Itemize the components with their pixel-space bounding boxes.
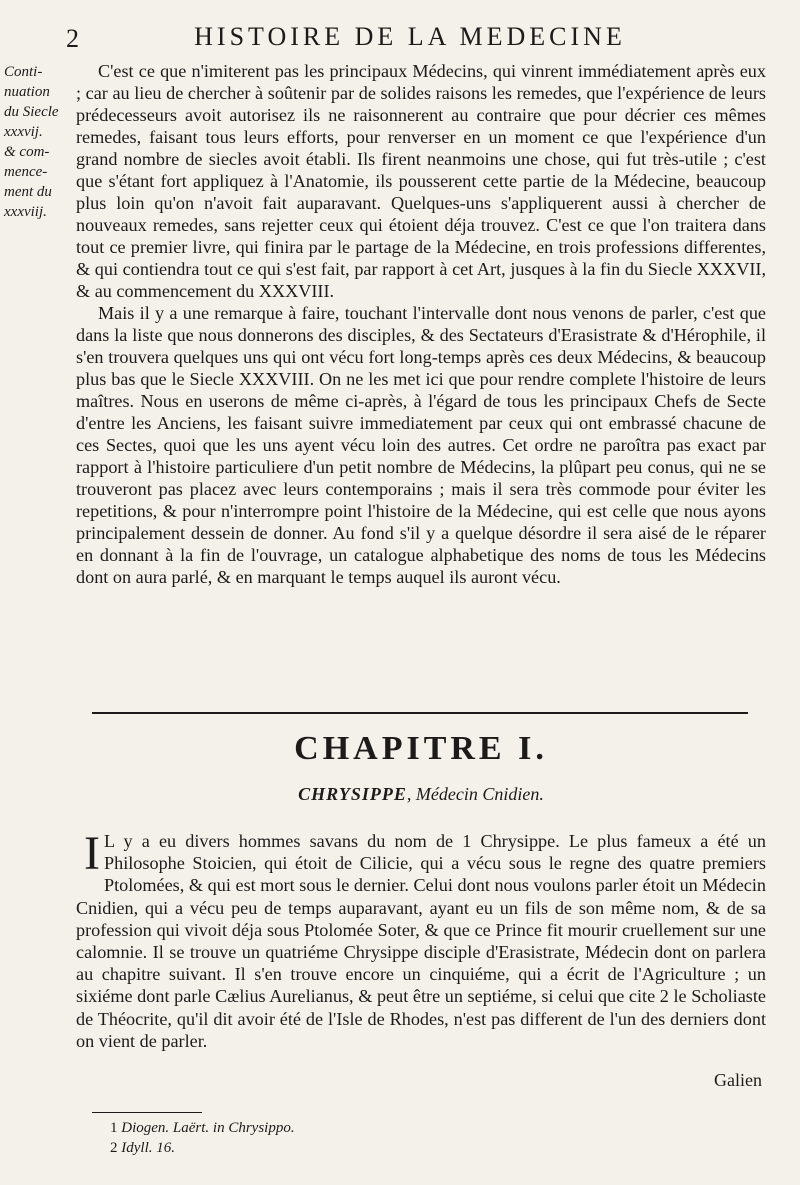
drop-cap: I xyxy=(84,827,100,880)
catchword: Galien xyxy=(714,1070,762,1090)
intro-paragraph: C'est ce que n'imiterent pas les principaux Médecins, qui vinrent immédiatement après eux ; car au lieu de chercher à soûtenir par de solides raisons les remedes, que l'expérience de leurs prédecesseurs avoit autorisez ils ne raisonnerent au contraire que pour décrier ces mêmes remedes, faisant tous leurs efforts, pour renverser en un moment ce que l'expérience d'un grand nombre de siecles avoit établi. Ils firent neanmoins une chose, qui fut très-utile ; c'est que s'étant fort appliquez à l'Anatomie, ils pousserent cette partie de la Médecine, beaucoup plus loin qu'on n'avoit fait auparavant. Quelques-uns s'appliquerent aussi à chercher de nouveaux remedes, sans rejetter ceux qui étoient déja trouvez. C'est ce que l'on traitera dans tout ce premier livre, qui finira par le partage de la Médecine, en trois professions differentes, & qui contiendra tout ce qui s'est fait, par rapport à cet Art, jusques à la fin du Siecle XXXVII, & au commencement du XXXVIII. xyxy=(76,61,766,301)
page-number: 2 xyxy=(66,24,79,53)
footnote-marker: 1 xyxy=(110,1120,118,1136)
intro-paragraph: Mais il y a une remarque à faire, touchant l'intervalle dont nous venons de parler, c'est que dans la liste que nous donnerons des disciples, & des Sectateurs d'Erasistrate & d'Hérophile, il s'en trouvera quelques uns qui ont vécu fort long-temps après ces deux Médecins, & beaucoup plus bas que le Siecle XXXVIII. On ne les met ici que pour rendre complete l'histoire de leurs maîtres. Nous en userons de même ci-après, à l'égard de tous les principaux Chefs de Secte d'entre les Anciens, les faisant suivre immediatement par ceux qui ont embrassé chacune de ces Sectes, quoi que les uns ayent vécu loin des autres. Cet ordre ne paroîtra pas exact par rapport à l'histoire particuliere d'un petit nombre de Médecins, la plûpart peu conus, qui ne se trouveront pas placez avec leurs contemporains ; mais il sera très commode pour éviter les repetitions, & pour n'interrompre point l'histoire de la Médecine, qui est celle que nous ayons principalement dessein de donner. Au fond s'il y a quelque désordre il sera aisé de le réparer en donnant à la fin de l'ouvrage, un catalogue alphabetique des noms de tous les Médecins dont on aura parlé, & en marquant le temps auquel ils auront vécu. xyxy=(76,303,766,587)
chapter-text xyxy=(76,827,766,1052)
footnote xyxy=(110,1118,295,1138)
margin-note-line: xxxviij. xyxy=(4,204,47,220)
chapter-paragraph: L y a eu divers hommes savans du nom de 1 Chrysippe. Le plus fameux a été un Philosophe Stoicien, qui étoit de Cilicie, qui a vécu sous le regne des quatre premiers Ptolomées, & qui est mort sous le dernier. Celui dont nous voulons parler étoit un Médecin Cnidien, qui a vécu peu de temps auparavant, ayant eu un fils de son même nom, & de sa profession qui vivoit déja sous Ptolomée Soter, & que ce Prince fit mourir cruellement sur une calomnie. Il se trouve un quatriéme Chrysippe disciple d'Erasistrate, Médecin dont on parlera au chapitre suivant. Il s'en trouve encore un cinquiéme, qui a écrit de l'Agriculture ; un sixiéme dont parle Cælius Aurelianus, & peut être un septiéme, si celui que cite 2 le Scholiaste de Théocrite, qu'il dit avoir été de l'Isle de Rhodes, n'est pas different de l'un des derniers dont on vient de parler. xyxy=(76,831,766,1051)
margin-note-line: & com- xyxy=(4,144,50,160)
intro-text xyxy=(76,60,766,588)
footnote xyxy=(110,1138,295,1158)
section-rule xyxy=(92,712,748,714)
chapter-title: CHAPITRE I. xyxy=(294,730,548,767)
footnotes xyxy=(110,1118,295,1158)
margin-note-line: Conti- xyxy=(4,64,43,80)
footnote-marker: 2 xyxy=(110,1140,118,1156)
footnote-rule xyxy=(92,1112,202,1113)
running-title: HISTOIRE DE LA MEDECINE xyxy=(194,22,626,51)
chapter-subtitle xyxy=(76,784,766,805)
margin-note xyxy=(4,62,78,222)
margin-note-line: xxxvij. xyxy=(4,124,43,140)
margin-note-line: du Siecle xyxy=(4,104,59,120)
footnote-text: Idyll. 16. xyxy=(121,1140,175,1156)
chapter-subtitle-rest: , Médecin Cnidien. xyxy=(406,784,544,804)
footnote-text: Diogen. Laërt. in Chrysippo. xyxy=(121,1120,295,1136)
margin-note-line: ment du xyxy=(4,184,52,200)
chapter-subtitle-name: CHRYSIPPE xyxy=(298,784,407,804)
margin-note-line: mence- xyxy=(4,164,48,180)
margin-note-line: nuation xyxy=(4,84,50,100)
